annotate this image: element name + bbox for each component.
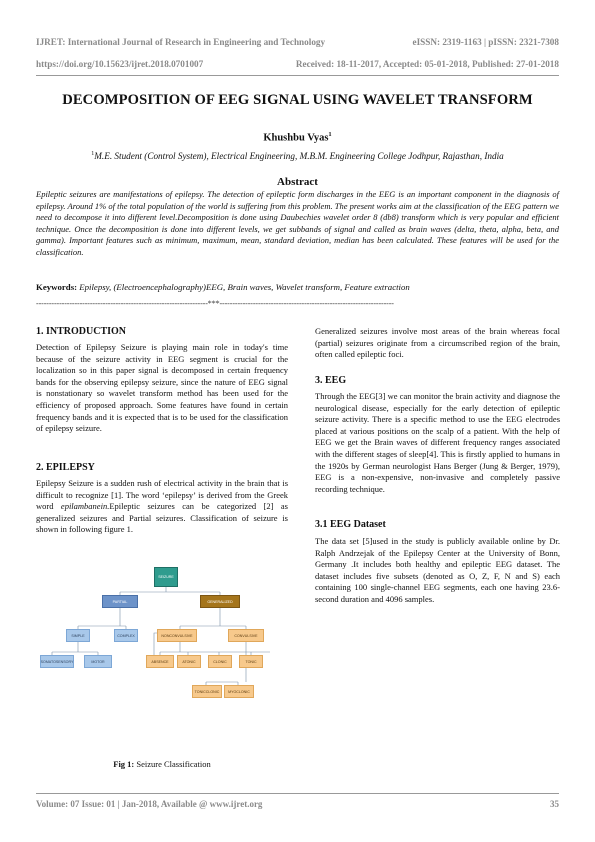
journal-name: IJRET: International Journal of Research in Engineering and Technology <box>36 37 326 47</box>
intro-heading: 1. INTRODUCTION <box>36 326 127 337</box>
affiliation-sup: 1 <box>91 151 95 157</box>
affiliation <box>0 151 595 161</box>
footer-rule <box>36 793 559 794</box>
node-seizure: SEIZURE <box>154 567 178 587</box>
abstract-text: Epileptic seizures are manifestations of epilepsy. The detection of epileptic form discharges in the EEG is an important component in the diagnosis of epilepsy. Around 1% of the total population of the world is suffering from this problem. The present works aim at the classification of the EEG pattern we need to decompose it into different level.Decomposition is done using Daubechies wavelet order 8 (db8) transform which is very popular and efficient technique. Once the decomposition is done into different levels, we get subbands of signal and called as brain waves (delta, theta, alpha, beta, and gamma). Important features such as minimum, maximum, mean, standard deviation, median has been calculated. These features will be used for the classification. <box>36 189 559 257</box>
eeg-heading: 3. EEG <box>315 375 347 386</box>
node-nonconvulsive: NONCONVULSIVE <box>157 629 197 642</box>
issn: eISSN: 2319-1163 | pISSN: 2321-7308 <box>412 37 559 47</box>
page-number: 35 <box>550 799 559 809</box>
node-tonic: TONIC <box>239 655 263 668</box>
epilepsy-heading: 2. EPILEPSY <box>36 462 95 473</box>
figure-caption-text: Seizure Classification <box>134 759 211 769</box>
epilepsy-text <box>36 478 288 536</box>
node-somatosensory: SOMATOSENSORY <box>40 655 74 668</box>
node-simple: SIMPLE <box>66 629 90 642</box>
node-generalized: GENERALIZED <box>200 595 240 608</box>
affiliation-text: M.E. Student (Control System), Electrical Engineering, M.B.M. Engineering College Jodhpur, Rajasthan, India <box>94 151 504 162</box>
node-convulsive: CONVULSIVE <box>228 629 264 642</box>
author <box>0 131 595 144</box>
node-clonic: CLONIC <box>208 655 232 668</box>
footer-volume: Volume: 07 Issue: 01 | Jan-2018, Available @ www.ijret.org <box>36 799 263 809</box>
figure-caption-label: Fig 1: <box>113 759 135 769</box>
dataset-heading: 3.1 EEG Dataset <box>315 519 386 530</box>
paper-title: DECOMPOSITION OF EEG SIGNAL USING WAVELET TRANSFORM <box>62 92 533 108</box>
seizure-classification-figure <box>40 564 276 750</box>
node-absence: ABSENCE <box>146 655 174 668</box>
author-name: Khushbu Vyas <box>263 132 329 144</box>
node-tonicclonic: TONICCLONIC <box>192 685 222 698</box>
figure-caption <box>36 759 288 769</box>
keywords-label: Keywords: <box>36 282 78 292</box>
node-partial: PARTIAL <box>102 595 138 608</box>
node-complex: COMPLEX <box>114 629 138 642</box>
epilepsy-text-a: Epilepsy Seizure is a sudden rush of electrical activity in the brain that is difficult to recognize [1]. The word ‘epilepsy’ is derived from the Greek word <box>36 478 288 512</box>
node-motor: MOTOR <box>84 655 112 668</box>
generalized-text: Generalized seizures involve most areas of the brain whereas focal (partial) seizures originate from a circumscribed region of the brain, often called epileptic foci. <box>315 326 560 360</box>
epilepsy-text-b: Epileptic seizures can be categorized [2] as generalized seizures and Partial seizures. Classification of seizure is shown in following figure 1. <box>36 501 288 535</box>
intro-text: Detection of Epilepsy Seizure is playing main role in today's time because of the seizure activity in EEG segment is crucial for the localization so in this paper signal is decomposed in certain frequency bands for the observing epilepsy seizure, since the nature of EEG signal is nonstationary so wavelet transform method has been used for the efficiency of proposed approach. Some features have found in certain frequency bands and it is expected that is to be used for the classification of epilepsy seizure. <box>36 342 288 434</box>
keywords <box>36 282 559 292</box>
eeg-text: Through the EEG[3] we can monitor the brain activity and diagnose the neurological disease, especially for the early detection of epileptic seizure activity. There is a specific method to use the EEG electrodes placed at various positions on the scalp of a patient. With the help of EEG we get the Brain waves of different frequency ranges associated with the different stages of sleep[4]. This is firstly applied to humans in the 1920s by German neurologist Hans Berger (Jung & Berger, 1979), EEG is a non-expensive, non-invasive and completely passive recording technique. <box>315 391 560 494</box>
node-myoclonic: MYOCLONIC <box>224 685 254 698</box>
publication-dates: Received: 18-11-2017, Accepted: 05-01-2018, Published: 27-01-2018 <box>295 59 559 69</box>
keywords-text: Epilepsy, (Electroencephalography)EEG, Brain waves, Wavelet transform, Feature extraction <box>79 282 410 292</box>
epilepsy-text-greek: epilambanein. <box>60 501 110 512</box>
node-atonic: ATONIC <box>177 655 201 668</box>
dataset-text: The data set [5]used in the study is publicly available online by Dr. Ralph Andrzejak of the Epilepsy Center at the University of Bonn, Germany .It includes both healthy and epileptic EEG dataset. The dataset includes five subsets (denoted as O, Z, F, N and S) each containing 100 single-channel EEG segments, each one having 23.6-second duration and 4096 samples. <box>315 536 560 604</box>
doi-link[interactable]: https://doi.org/10.15623/ijret.2018.0701007 <box>36 59 204 69</box>
author-sup: 1 <box>328 131 332 138</box>
header-rule <box>36 75 559 76</box>
abstract-heading: Abstract <box>277 176 318 188</box>
section-separator: -------------------------------------------------------------------***-------------------------------------------------------------------- <box>36 299 394 308</box>
